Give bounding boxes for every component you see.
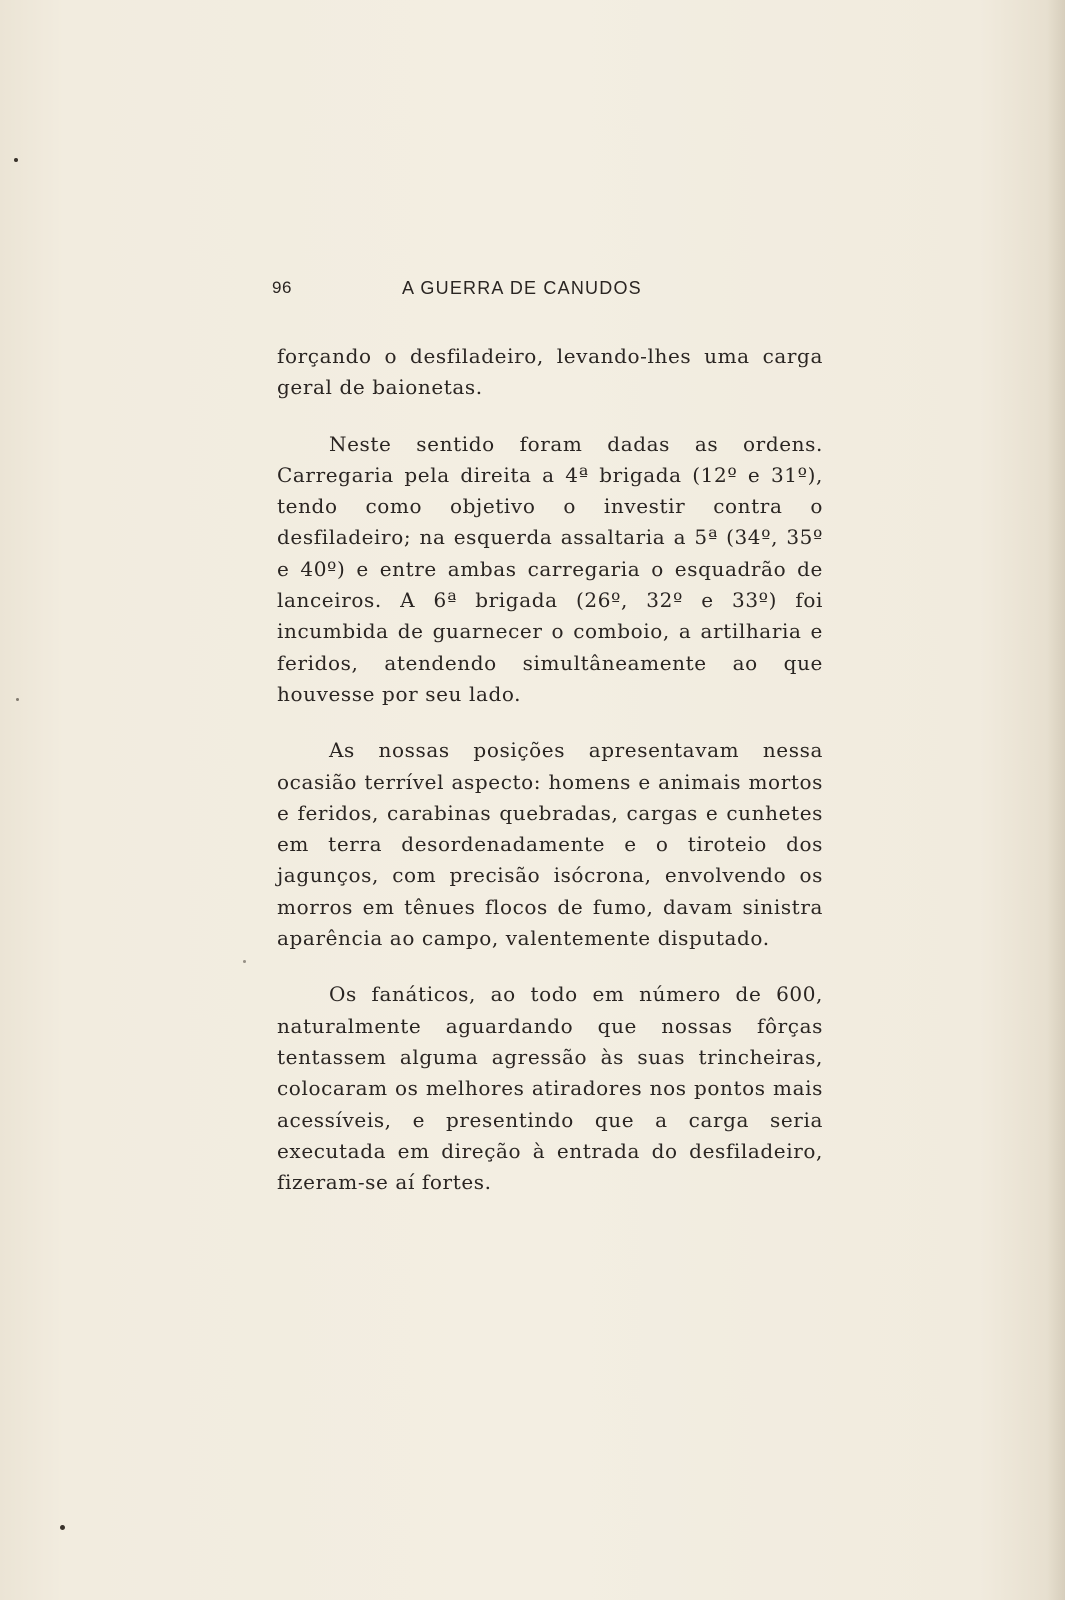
body-text [277, 341, 823, 1198]
page-number: 96 [272, 278, 292, 297]
page-edge-shadow [1047, 0, 1065, 1600]
running-title: A GUERRA DE CANUDOS [402, 278, 642, 298]
paragraph-1-text: forçando o desfiladeiro, levando-lhes uma carga geral de baionetas. [277, 344, 823, 400]
paper-speck [16, 698, 19, 701]
paper-speck [243, 960, 246, 963]
paper-speck [14, 158, 18, 162]
paragraph-4 [277, 979, 823, 1198]
paragraph-2-text: Neste sentido foram dadas as ordens. Carregaria pela direita a 4ª brigada (12º e 31º), tendo como objetivo o investir contra o desfiladeiro; na esquerda assaltaria a 5ª (34º, 35º e 40º) e entre ambas carregaria o esquadrão de lanceiros. A 6ª brigada (26º, 32º e 33º) foi incumbida de guarnecer o comboio, a artilharia e feridos, atendendo simultâneamente ao que houvesse por seu lado. [277, 431, 823, 706]
paragraph-4-text: Os fanáticos, ao todo em número de 600, naturalmente aguardando que nossas fôrças tentassem alguma agressão às suas trincheiras, colocaram os melhores atiradores nos pontos mais acessíveis, e presentindo que a carga seria executada em direção à entrada do desfiladeiro, fizeram-se aí fortes. [277, 982, 823, 1195]
paragraph-3-text: As nossas posições apresentavam nessa ocasião terrível aspecto: homens e animais mortos e feridos, carabinas quebradas, cargas e cunhetes em terra desordenadamente e o tiroteio dos jagunços, com precisão isócrona, envolvendo os morros em tênues flocos de fumo, davam sinistra aparência ao campo, valentemente disputado. [277, 738, 823, 951]
paper-speck [60, 1525, 65, 1530]
paragraph-1 [277, 341, 823, 404]
paragraph-2 [277, 429, 823, 711]
paragraph-3 [277, 735, 823, 954]
page-header [272, 278, 822, 302]
